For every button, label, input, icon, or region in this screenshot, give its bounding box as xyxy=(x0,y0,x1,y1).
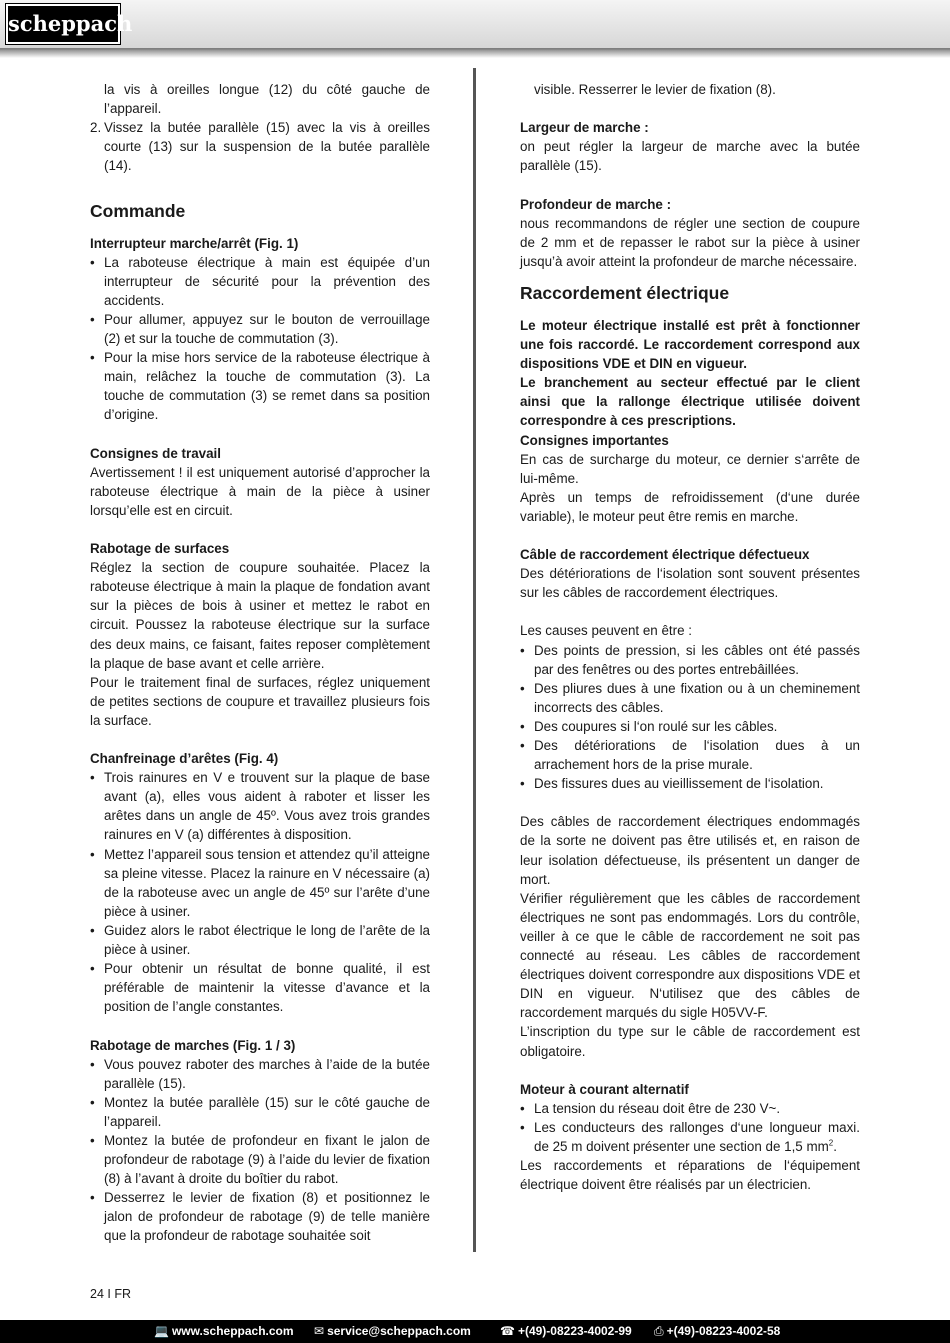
list-item: • Guidez alors le rabot électrique le long de l’arête de la pièce à usiner. xyxy=(90,922,430,958)
list-item: • Des pliures dues à une fixation ou à un cheminement incorrects des câbles. xyxy=(520,680,860,715)
paragraph: on peut régler la largeur de marche avec la butée parallèle (15). xyxy=(520,139,860,174)
list-item: 2. Vissez la butée parallèle (15) avec la vis à oreilles courte (13) sur la suspension de la butée parallèle (14). xyxy=(90,120,430,174)
page-header xyxy=(0,0,950,50)
switch-list xyxy=(90,253,430,425)
list-item: • Trois rainures en V e trouvent sur la plaque de base avant (a), elles vous aident à raboter et lisser les arêtes dans un angle de 45º. Vous avez trois grandes rainures en V (a) différentes à disposition. xyxy=(90,770,430,843)
paragraph: Des détériorations de l‘isolation sont souvent présentes sur les câbles de raccordement électriques. xyxy=(520,566,860,601)
footer-email[interactable]: ✉ service@scheppach.com xyxy=(314,1324,471,1338)
paragraph: Après un temps de refroidissement (d‘une durée variable), le moteur peut être remis en marche. xyxy=(520,489,860,524)
list-item: • Des coupures si l‘on roulé sur les câbles. xyxy=(520,718,778,734)
section-title: Profondeur de marche : xyxy=(520,196,672,212)
paragraph: Pour le traitement final de surfaces, réglez uniquement de petites sections de coupure et travaillez plusieurs fois la surface. xyxy=(90,674,430,728)
footer-phone: ☎ +(49)-08223-4002-99 xyxy=(500,1324,632,1338)
paragraph: Avertissement ! il est uniquement autorisé d’approcher la raboteuse électrique à main de la pièce à usiner lorsqu’elle est en circuit. xyxy=(90,464,430,518)
list-item: • Des fissures dues au vieillissement de l‘isolation. xyxy=(520,776,824,792)
mail-icon: ✉ xyxy=(314,1324,325,1338)
list-item: • Desserrez le levier de fixation (8) et positionnez le jalon de profondeur de rabotage (9) de telle manière que la profondeur de rabotage souhaitée soit xyxy=(90,1190,430,1244)
section-title: Câble de raccordement électrique défectueux xyxy=(520,547,810,563)
section-title: Moteur à courant alternatif xyxy=(520,1081,689,1097)
section-title: Interrupteur marche/arrêt (Fig. 1) xyxy=(90,235,299,251)
section-title: Rabotage de surfaces xyxy=(90,541,230,557)
section-title: Rabotage de marches (Fig. 1 / 3) xyxy=(90,1037,296,1053)
paragraph-bold: Le moteur électrique installé est prêt à fonctionner une fois raccordé. Le raccordement correspond aux dispositions VDE et DIN en vigueur. xyxy=(520,317,860,372)
intro-continuation: la vis à oreilles longue (12) du côté gauche de l’appareil. xyxy=(104,82,430,117)
paragraph: Les causes peuvent en être : xyxy=(520,623,692,639)
motor-list xyxy=(520,1099,860,1156)
causes-list xyxy=(520,641,860,794)
heading-commande: Commande xyxy=(90,200,186,221)
item-number: 2. xyxy=(90,120,102,136)
list-item: • La raboteuse électrique à main est équipée d’un interrupteur de sécurité pour la prévention des accidents. xyxy=(90,254,430,308)
list-item: • Montez la butée de profondeur en fixant le jalon de profondeur de rabotage (9) à l’aide du levier de fixation (8) à l’avant à droite du boîtier du rabot. xyxy=(90,1132,430,1187)
footer-fax: ⎙ +(49)-08223-4002-58 xyxy=(654,1324,781,1338)
section-title: Consignes de travail xyxy=(90,445,221,461)
heading-raccordement: Raccordement électrique xyxy=(520,282,730,303)
footer-contact-bar xyxy=(0,1320,950,1343)
paragraph: nous recommandons de régler une section de coupure de 2 mm et de repasser le rabot sur la pièce à usiner jusqu’à avoir atteint la profondeur de marche nécessaire. xyxy=(520,215,860,269)
paragraph-bold: Le branchement au secteur effectué par le client ainsi que la rallonge électrique utilisée doivent correspondre à ces prescriptions. xyxy=(520,375,860,429)
phone-icon: ☎ xyxy=(500,1324,515,1338)
right-column xyxy=(520,80,860,1194)
paragraph: Réglez la section de coupure souhaitée. Placez la raboteuse électrique à main la plaque de fondation avant sur la pièces de bois à usiner et mettez le rabot en circuit. Poussez la raboteuse électrique sur la surface des deux mains, ce faisant, faites reposer complètement la plaque de base avant et celle arrière. xyxy=(90,560,430,671)
intro-list xyxy=(90,118,430,175)
list-item: • Pour allumer, appuyez sur le bouton de verrouillage (2) et sur la touche de commutation (3). xyxy=(90,311,430,347)
header-shadow xyxy=(0,48,950,58)
paragraph: Vérifier régulièrement que les câbles de raccordement électriques ne sont pas endommagés. Lors du contrôle, veiller à ce que le câble de raccordement ne soit pas connecté au réseau. Les câbles de raccordement électriques doivent correspondre aux dispositions VDE et DIN en vigueur. N‘utilisez que des câbles de raccordement marqués du sigle H05VV-F. xyxy=(520,890,860,1021)
page-number: 24 I FR xyxy=(90,1287,131,1301)
chamfer-list xyxy=(90,768,430,1016)
list-item: • La tension du réseau doit être de 230 V~. xyxy=(520,1100,781,1116)
list-item: • Des points de pression, si les câbles ont été passés par des fenêtres ou des portes entrebâillées. xyxy=(520,642,860,677)
brand-logo: scheppach xyxy=(6,4,120,44)
list-item: • Pour obtenir un résultat de bonne qualité, il est préférable de maintenir la vitesse d’avance et la position de l’angle constantes. xyxy=(90,961,430,1015)
section-title: Consignes importantes xyxy=(520,432,669,448)
paragraph: Les raccordements et réparations de l‘équipement électrique doivent être réalisés par un électricien. xyxy=(520,1158,860,1193)
column-divider xyxy=(473,68,476,1252)
fax-icon: ⎙ xyxy=(654,1324,664,1338)
section-title: Chanfreinage d’arêtes (Fig. 4) xyxy=(90,751,279,767)
list-item: • Des détériorations de l‘isolation dues à un arrachement hors de la prise murale. xyxy=(520,738,860,773)
list-item: • Montez la butée parallèle (15) sur le côté gauche de l’appareil. xyxy=(90,1094,430,1129)
computer-icon: 💻 xyxy=(154,1324,169,1338)
section-title: Largeur de marche : xyxy=(520,120,649,136)
paragraph: L’inscription du type sur le câble de raccordement est obligatoire. xyxy=(520,1024,860,1059)
steps-list xyxy=(90,1055,430,1246)
list-item: • Pour la mise hors service de la raboteuse électrique à main, relâchez la touche de commutation (3). La touche de commutation (3) se remet dans sa position d’origine. xyxy=(90,350,430,423)
paragraph: Des câbles de raccordement électriques endommagés de la sorte ne doivent pas être utilisés et, en raison de leur isolation défectueuse, ils présentent un danger de mort. xyxy=(520,814,860,887)
list-item: • Vous pouvez raboter des marches à l’aide de la butée parallèle (15). xyxy=(90,1056,430,1091)
list-item: • Les conducteurs des rallonges d‘une longueur maxi. de 25 m doivent présenter une section de 1,5 $mm^2$. xyxy=(520,1119,860,1154)
footer-web[interactable]: 💻 www.scheppach.com xyxy=(154,1324,294,1338)
paragraph: En cas de surcharge du moteur, ce dernier s‘arrête de lui-même. xyxy=(520,451,860,486)
list-item: • Mettez l’appareil sous tension et attendez qu’il atteigne sa pleine vitesse. Placez la rainure en V nécessaire (a) de la raboteuse avec un angle de 45º sur l’arête d’une pièce à usiner. xyxy=(90,846,431,919)
continuation: visible. Resserrer le levier de fixation (8). xyxy=(534,82,776,97)
left-column xyxy=(90,80,430,1246)
